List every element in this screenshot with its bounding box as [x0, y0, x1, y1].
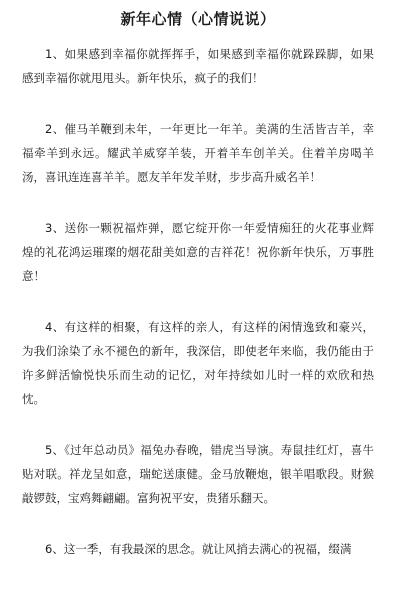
- paragraph-6: 6、这一季，有我最深的思念。就让风捎去满心的祝福，缀满: [45, 542, 352, 556]
- paragraph-1: 1、如果感到幸福你就挥挥手，如果感到幸福你就跺跺脚，如果感到幸福你就甩甩头。新年快乐，疯子的我们！: [22, 47, 374, 85]
- paragraph-5: 5、《过年总动员》福兔办春晚，错虎当导演。寿鼠挂红灯，喜牛贴对联。祥龙呈如意，瑞蛇送康健。金马放鞭炮，银羊唱歌段。财猴敲锣鼓，宝鸡舞翩翩。富狗祝平安，贵猪乐翻天。: [22, 443, 374, 505]
- paragraph-4: 4、有这样的相聚，有这样的亲人，有这样的闲情逸致和豪兴，为我们涂染了永不褪色的新年，我深信，即使老年来临，我仍能由于许多鲜活愉悦快乐而生动的记忆，对年持续如儿时一样的欢欣和热忱。: [22, 320, 374, 406]
- paragraph-3: 3、送你一颗祝福炸弹，愿它绽开你一年爱情痴狂的火花事业辉煌的礼花鸿运璀璨的烟花甜美如意的吉祥花！祝你新年快乐，万事胜意！: [22, 221, 374, 283]
- document-title: 新年心情（心情说说）: [120, 10, 276, 28]
- paragraph-2: 2、催马羊鞭到未年，一年更比一年羊。美满的生活皆吉羊，幸福牵羊到永远。耀武羊威穿羊装，开着羊车创羊关。住着羊房喝羊汤，喜讯连连喜羊羊。愿友羊年发羊财，步步高升威名羊！: [22, 122, 374, 184]
